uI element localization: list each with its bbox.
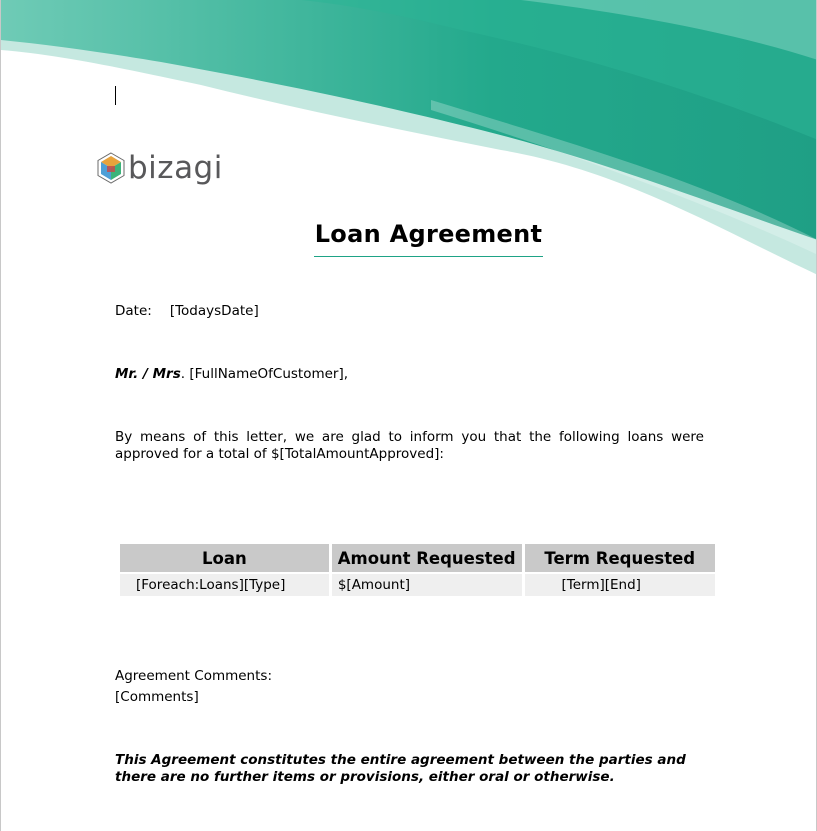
cell-amount: $[Amount]	[332, 574, 522, 596]
table-row	[120, 574, 715, 596]
column-header-amount: Amount Requested	[332, 544, 522, 572]
column-header-term: Term Requested	[525, 544, 716, 572]
cell-loan-type: [Foreach:Loans][Type]	[120, 574, 329, 596]
bizagi-hexagon-icon	[97, 152, 125, 184]
bizagi-logo	[97, 150, 223, 186]
text-cursor	[115, 86, 116, 105]
comments-value: [Comments]	[115, 689, 199, 705]
salutation-name: . [FullNameOfCustomer],	[180, 366, 349, 382]
comments-label: Agreement Comments:	[115, 668, 272, 684]
date-line	[115, 303, 259, 320]
cell-term: [Term][End]	[525, 574, 716, 596]
title-block	[314, 220, 543, 257]
body-paragraph: By means of this letter, we are glad to inform you that the following loans were approved for a total of $[TotalAmountApproved]:	[115, 429, 704, 462]
column-header-loan: Loan	[120, 544, 329, 572]
salutation-line	[115, 366, 348, 383]
table-header-row	[120, 544, 715, 572]
closing-statement: This Agreement constitutes the entire agreement between the parties and there are no further items or provisions, either oral or otherwise.	[115, 752, 686, 785]
loans-table	[117, 542, 718, 598]
document-title: Loan Agreement	[314, 220, 543, 248]
date-value: [TodaysDate]	[169, 303, 259, 319]
date-label: Date:	[115, 303, 152, 319]
logo-wordmark: bizagi	[128, 149, 223, 186]
salutation-prefix: Mr. / Mrs	[115, 366, 181, 382]
